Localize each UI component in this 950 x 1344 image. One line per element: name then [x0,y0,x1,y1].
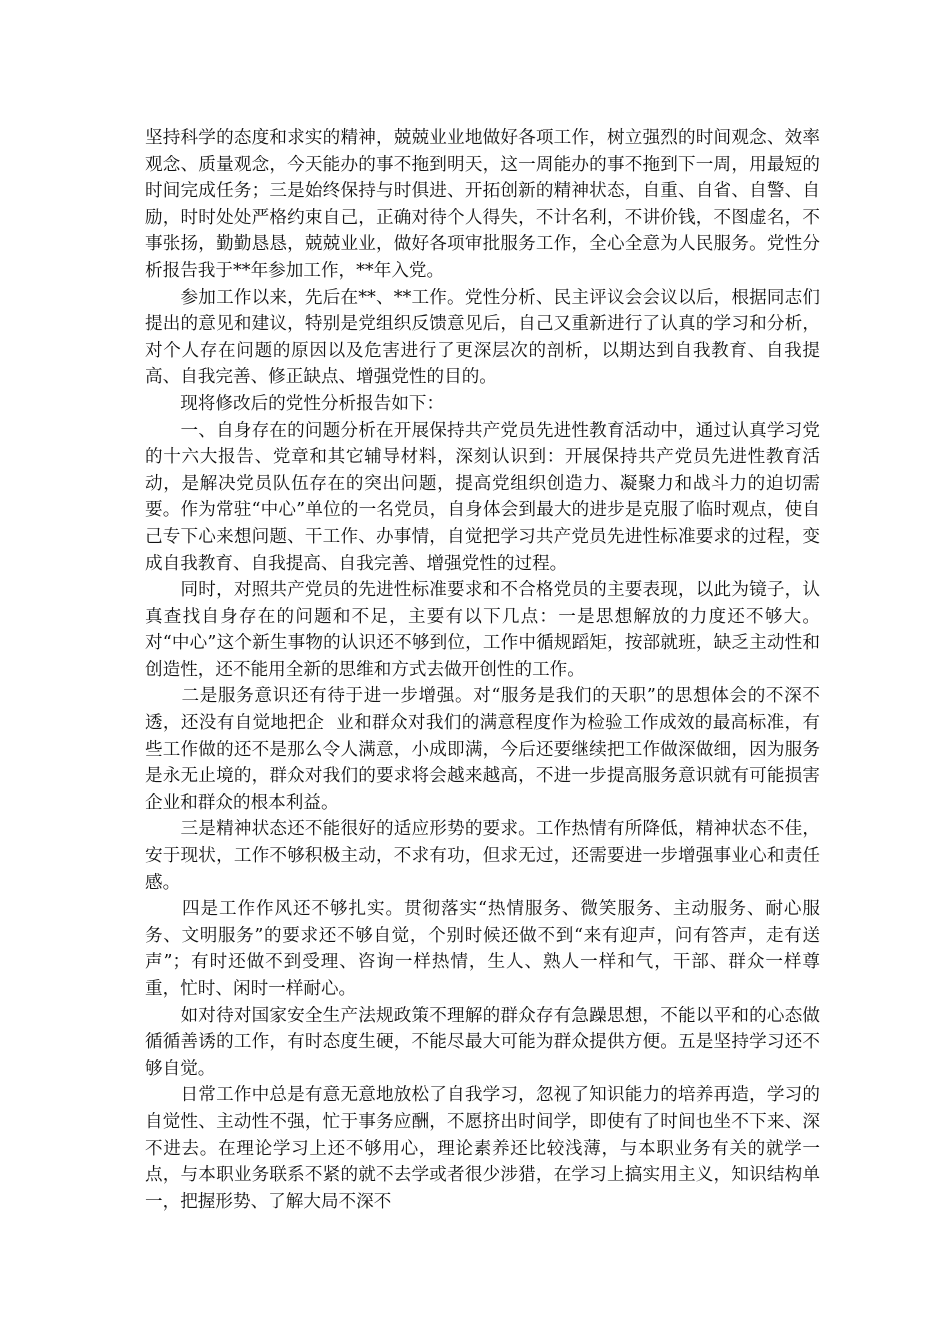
document-body [145,125,820,1215]
paragraph: 日常工作中总是有意无意地放松了自我学习，忽视了知识能力的培养再造，学习的自觉性、主动性不强，忙于事务应酬，不愿挤出时间学，即使有了时间也坐不下来、深不进去。在理论学习上还不够用心，理论素养还比较浅薄，与本职业务有关的就学一点，与本职业务联系不紧的就不去学或者很少涉猎，在学习上搞实用主义，知识结构单一，把握形势、了解大局不深不 [145,1085,820,1212]
paragraph: 三是精神状态还不能很好的适应形势的要求。工作热情有所降低，精神状态不佳，安于现状，工作不够积极主动，不求有功，但求无过，还需要进一步增强事业心和责任感。 [145,819,820,893]
paragraph: 参加工作以来，先后在**、**工作。党性分析、民主评议会会议以后，根据同志们提出的意见和建议，特别是党组织反馈意见后，自己又重新进行了认真的学习和分析，对个人存在问题的原因以及危害进行了更深层次的剖析，以期达到自我教育、自我提高、自我完善、修正缺点、增强党性的目的。 [145,287,820,388]
paragraph: 四是工作作风还不够扎实。贯彻落实“热情服务、微笑服务、主动服务、耐心服务、文明服务”的要求还不够自觉，个别时候还做不到“来有迎声，问有答声，走有送声”；有时还做不到受理、咨询一样热情，生人、熟人一样和气，干部、群众一样尊重，忙时、闲时一样耐心。 [145,899,820,999]
paragraph: 现将修改后的党性分析报告如下： [145,393,445,414]
paragraph: 坚持科学的态度和求实的精神，兢兢业业地做好各项工作，树立强烈的时间观念、效率观念、质量观念，今天能办的事不拖到明天，这一周能办的事不拖到下一周，用最短的时间完成任务；三是始终保持与时俱进、开拓创新的精神状态，自重、自省、自警、自励，时时处处严格约束自己，正确对待个人得失，不计名利，不讲价钱，不图虚名，不事张扬，勤勤恳恳，兢兢业业，做好各项审批服务工作，全心全意为人民服务。党性分析报告我于**年参加工作，**年入党。 [145,128,820,281]
paragraph: 一、自身存在的问题分析在开展保持共产党员先进性教育活动中，通过认真学习党的十六大报告、党章和其它辅导材料，深刻认识到：开展保持共产党员先进性教育活动，是解决党员队伍存在的突出问题，提高党组织创造力、凝聚力和战斗力的迫切需要。作为常驻“中心”单位的一名党员，自身体会到最大的进步是克服了临时观点，使自己专下心来想问题、干工作、办事情，自觉把学习共产党员先进性标准要求的过程，变成自我教育、自我提高、自我完善、增强党性的过程。 [145,420,820,574]
paragraph: 如对待对国家安全生产法规政策不理解的群众存有急躁思想，不能以平和的心态做循循善诱的工作，有时态度生硬，不能尽最大可能为群众提供方便。五是坚持学习还不够自觉。 [145,1005,820,1079]
paragraph: 二是服务意识还有待于进一步增强。对“服务是我们的天职”的思想体会的不深不透，还没有自觉地把企 业和群众对我们的满意程度作为检验工作成效的最高标准，有些工作做的还不是那么令人满意，小成即满，今后还要继续把工作做深做细，因为服务是永无止境的，群众对我们的要求将会越来越高，不进一步提高服务意识就有可能损害企业和群众的根本利益。 [145,686,820,813]
paragraph: 同时，对照共产党员的先进性标准要求和不合格党员的主要表现，以此为镜子，认真查找自身存在的问题和不足，主要有以下几点：一是思想解放的力度还不够大。对“中心”这个新生事物的认识还不够到位，工作中循规蹈矩，按部就班，缺乏主动性和创造性，还不能用全新的思维和方式去做开创性的工作。 [145,580,820,680]
